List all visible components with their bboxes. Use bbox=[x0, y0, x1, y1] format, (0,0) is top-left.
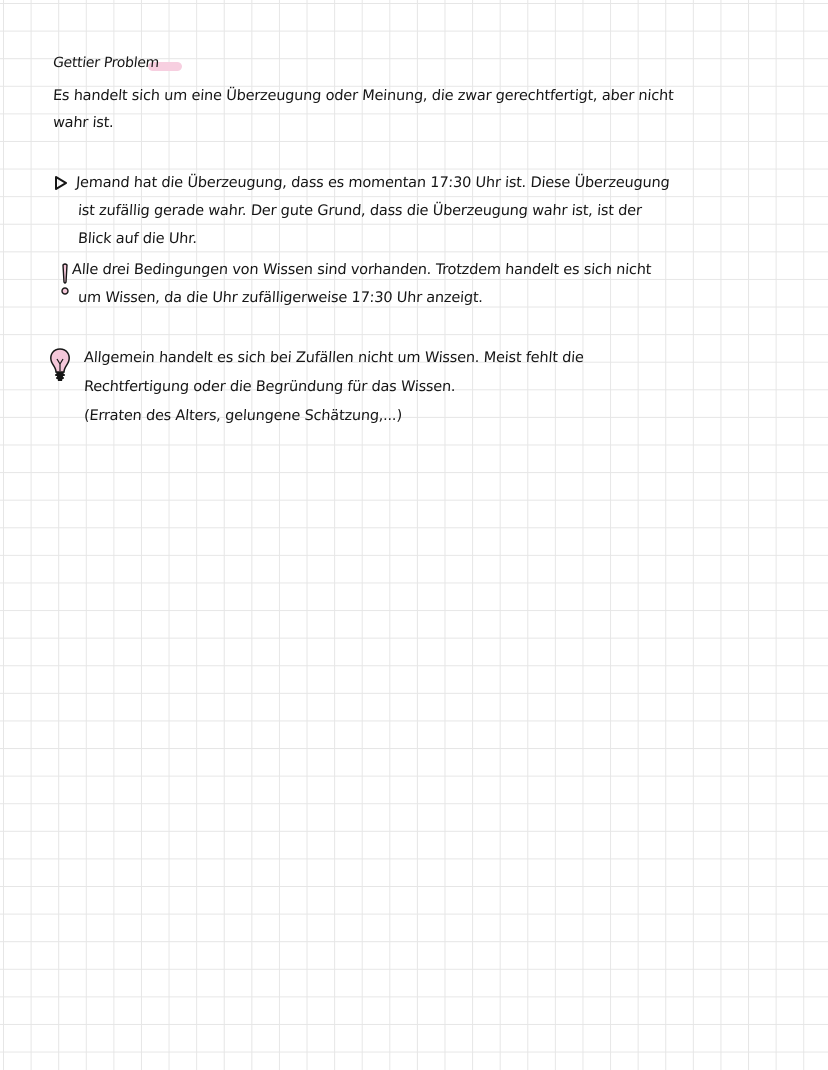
exclamation-icon bbox=[58, 262, 72, 298]
triangle-icon bbox=[54, 176, 68, 190]
insight-line-2: Rechtfertigung oder die Begründung für das Wissen. bbox=[83, 379, 456, 395]
example-line-1: Jemand hat die Überzeugung, dass es momentan 17:30 Uhr ist. Diese Überzeugung bbox=[75, 175, 671, 191]
example-line-2: ist zufällig gerade wahr. Der gute Grund, dass die Überzeugung wahr ist, ist der bbox=[77, 203, 643, 219]
page-title: Gettier Problem bbox=[52, 55, 160, 71]
definition-line-1: Es handelt sich um eine Überzeugung oder Meinung, die zwar gerechtfertigt, aber nicht bbox=[52, 88, 675, 104]
warning-line-1: Alle drei Bedingungen von Wissen sind vorhanden. Trotzdem handelt es sich nicht bbox=[71, 262, 652, 278]
insight-line-1: Allgemein handelt es sich bei Zufällen nicht um Wissen. Meist fehlt die bbox=[83, 350, 585, 366]
lightbulb-icon bbox=[47, 346, 73, 386]
example-line-3: Blick auf die Uhr. bbox=[77, 231, 198, 247]
warning-line-2: um Wissen, da die Uhr zufälligerweise 17:30 Uhr anzeigt. bbox=[77, 290, 484, 306]
definition-line-2: wahr ist. bbox=[52, 115, 115, 131]
insight-line-3: (Erraten des Alters, gelungene Schätzung,...) bbox=[83, 408, 403, 424]
